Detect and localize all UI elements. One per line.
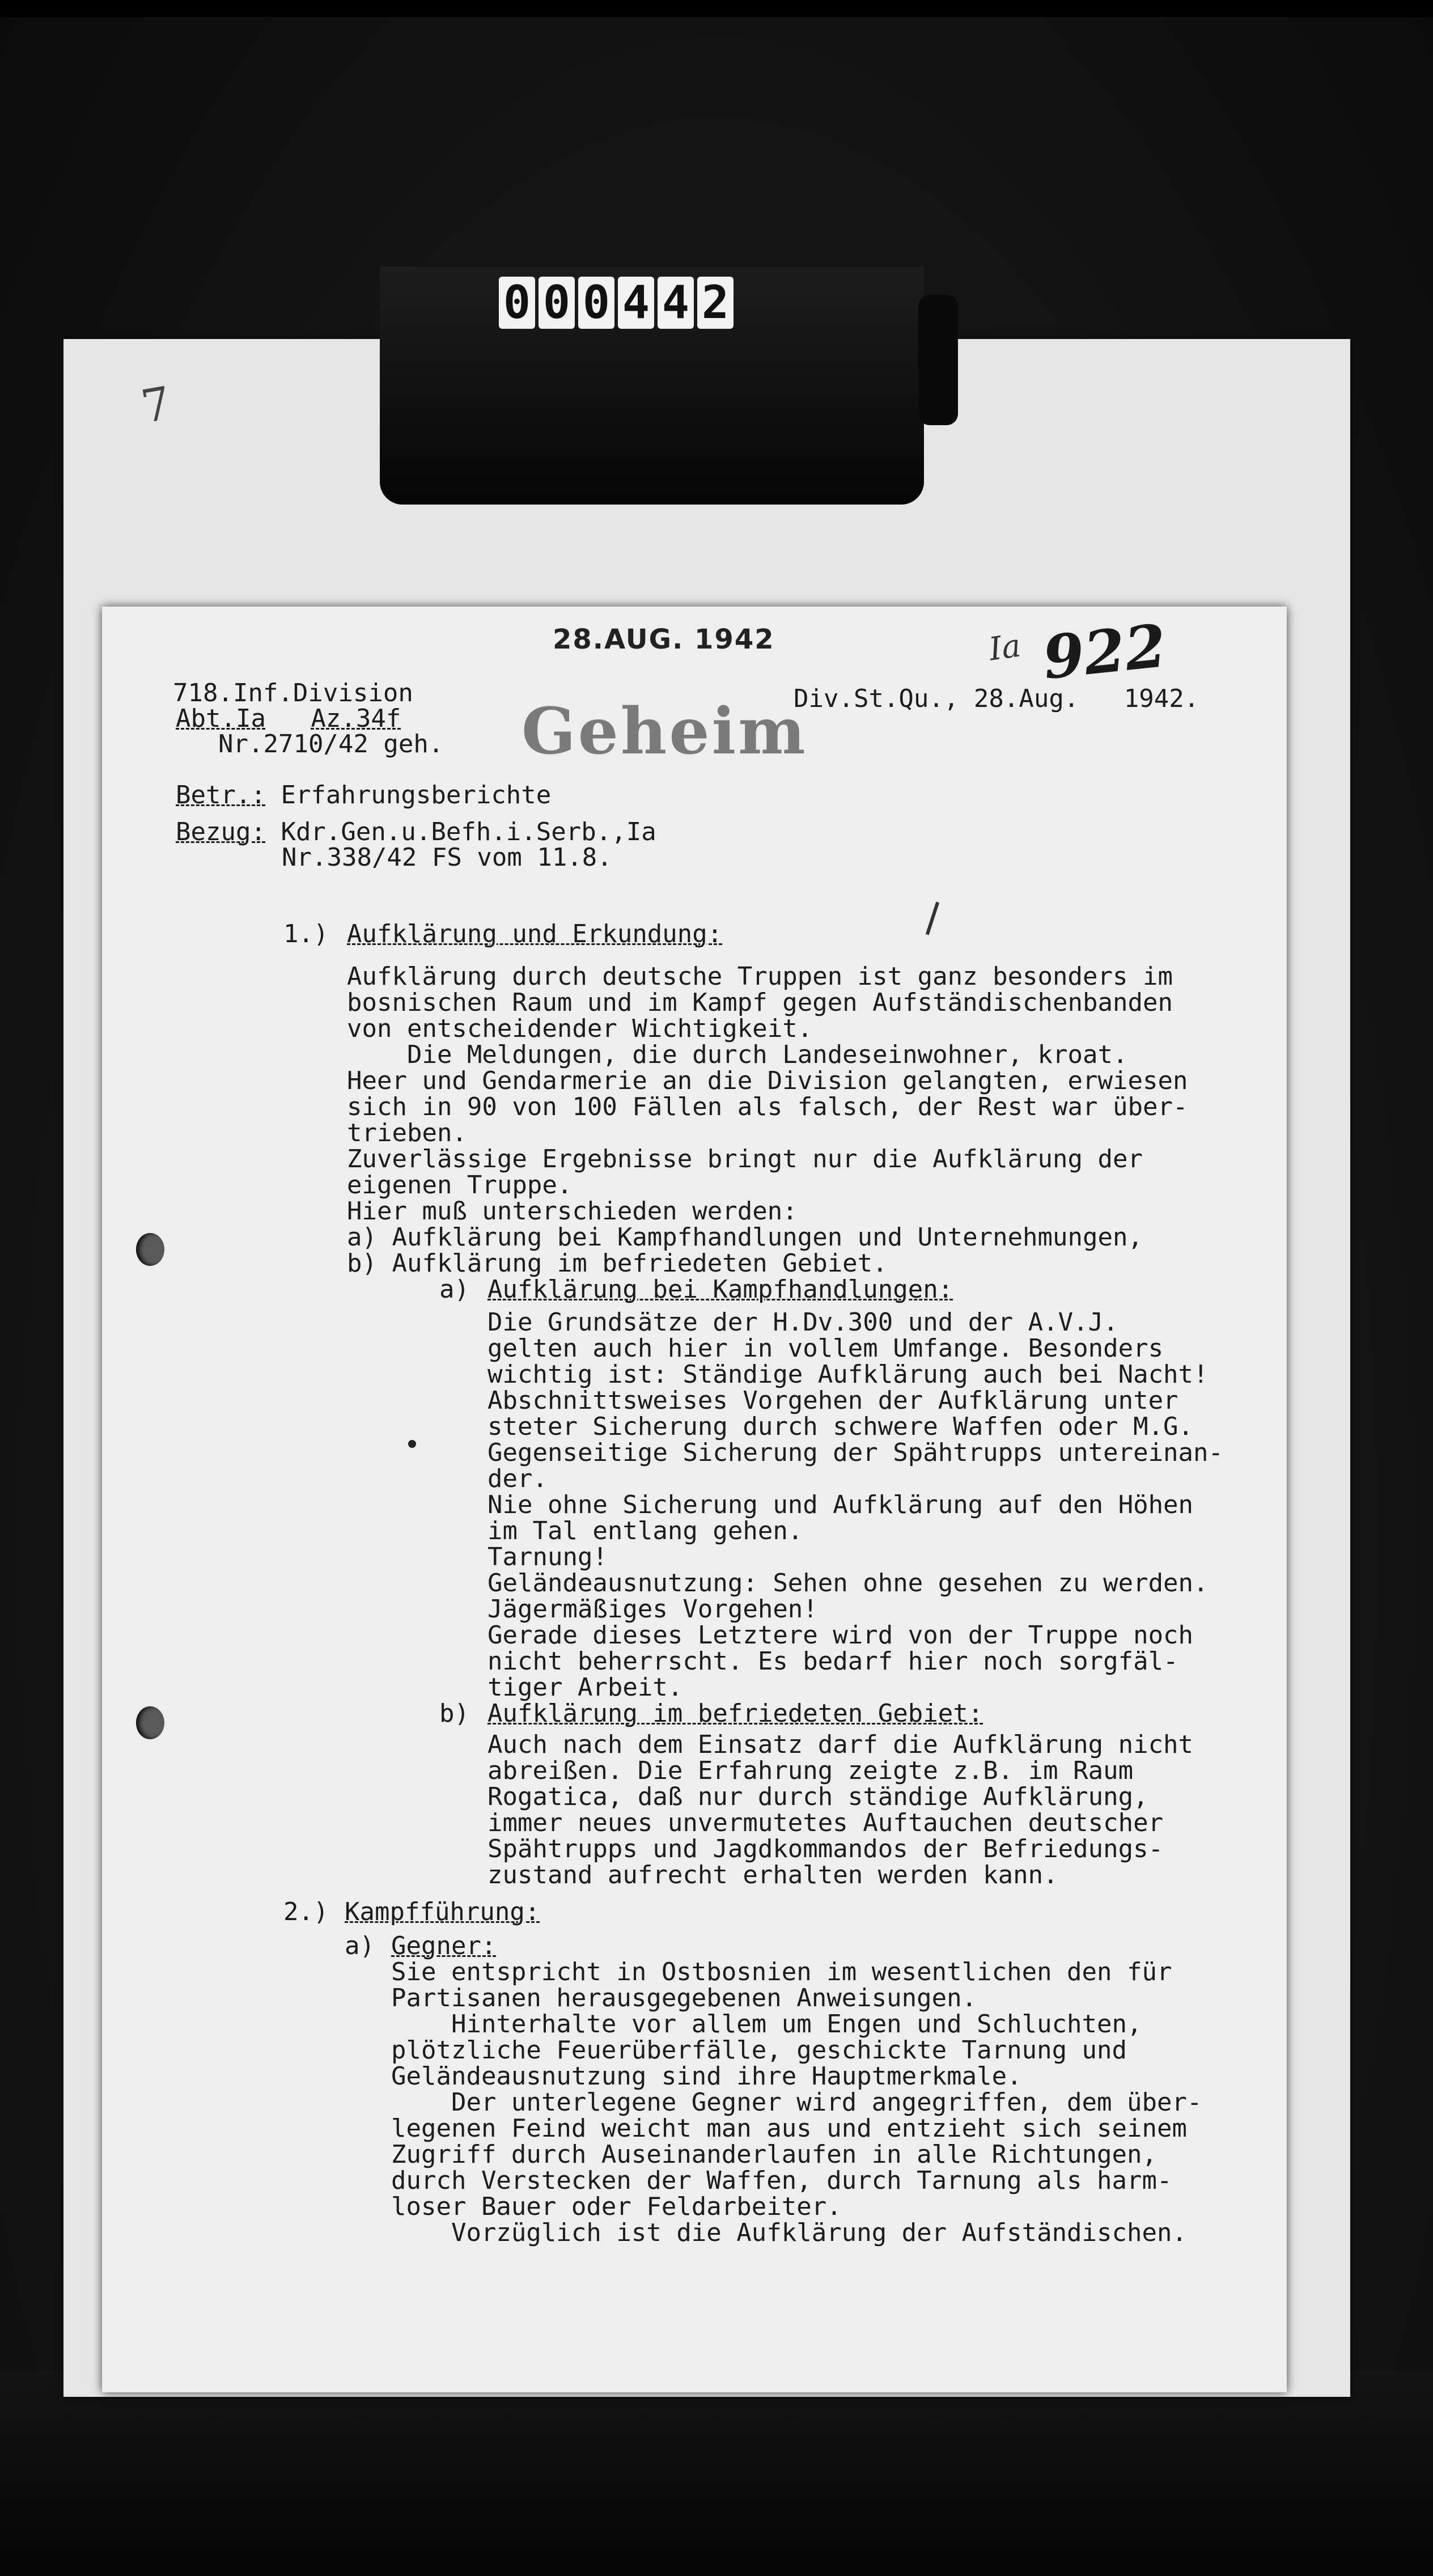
receipt-date-stamp: 28.AUG. 1942 [553, 624, 775, 655]
binder-clip-knob [918, 295, 958, 425]
text-line: b) Aufklärung im befriedeten Gebiet. [347, 1249, 888, 1278]
text-line: tiger Arbeit. [487, 1673, 683, 1702]
betr-text: Erfahrungsberichte [281, 781, 552, 810]
text-line: nicht beherrscht. Es bedarf hier noch sorgfäl- [487, 1647, 1178, 1676]
subsection-2a-title: Gegner: [391, 1931, 497, 1960]
text-line: der. [487, 1464, 548, 1493]
text-line: Vorzüglich ist die Aufklärung der Aufständischen. [391, 2218, 1187, 2247]
counter-digit: 0 [499, 277, 535, 329]
text-line: trieben. [347, 1118, 467, 1147]
back-sheet-mark: 7 [137, 376, 175, 434]
text-line: Auch nach dem Einsatz darf die Aufklärung nicht [487, 1730, 1194, 1759]
subsection-2a-label: a) [345, 1931, 375, 1960]
counter-digit: 0 [578, 277, 614, 329]
betr-line [176, 782, 551, 808]
section-1-title: Aufklärung und Erkundung: [347, 920, 723, 948]
frame-counter [499, 277, 734, 331]
text-line: eigenen Truppe. [347, 1171, 573, 1200]
text-line: steter Sicherung durch schwere Waffen oder M.G. [487, 1412, 1194, 1441]
counter-digit: 2 [697, 277, 734, 329]
text-line: Sie entspricht in Ostbosnien im wesentlichen den für [391, 1958, 1172, 1986]
text-line: Heer und Gendarmerie an die Division gelangten, erwiesen [347, 1066, 1188, 1095]
text-line: im Tal entlang gehen. [487, 1516, 803, 1545]
text-line: Zuverlässige Ergebnisse bringt nur die Aufklärung der [347, 1145, 1143, 1173]
abt-line [176, 706, 401, 732]
text-line: Der unterlegene Gegner wird angegriffen, dem über- [391, 2088, 1202, 2117]
text-line: Tarnung! [487, 1543, 608, 1571]
text-line: legenen Feind weicht man aus und entzieht sich seinem [391, 2114, 1187, 2143]
text-line: plötzliche Feuerüberfälle, geschickte Tarnung und [391, 2036, 1127, 2065]
handwritten-number: 922 [1040, 610, 1169, 693]
punch-hole [136, 1706, 164, 1739]
subsection-1b-label: b) [439, 1699, 469, 1728]
text-line: Spähtrupps und Jagdkommandos der Befriedungs- [487, 1834, 1164, 1863]
text-line: Zugriff durch Auseinanderlaufen in alle Richtungen, [391, 2140, 1158, 2169]
film-edge-top [0, 0, 1433, 17]
text-line: Geländeausnutzung: Sehen ohne gesehen zu werden. [487, 1569, 1209, 1598]
text-line: durch Verstecken der Waffen, durch Tarnung als harm- [391, 2166, 1172, 2195]
bezug-line-2: Nr.338/42 FS vom 11.8. [282, 843, 612, 872]
az-label: Az.34f [311, 704, 401, 733]
text-line: Geländeausnutzung sind ihre Hauptmerkmale. [391, 2062, 1022, 2091]
betr-label: Betr.: [176, 781, 266, 810]
text-line: Gerade dieses Letztere wird von der Truppe noch [487, 1621, 1194, 1650]
text-line: Aufklärung durch deutsche Truppen ist ganz besonders im [347, 962, 1173, 991]
text-line: abreißen. Die Erfahrung zeigte z.B. im Raum [487, 1756, 1134, 1785]
text-line: Die Grundsätze der H.Dv.300 und der A.V.J. [487, 1308, 1118, 1337]
reference-number: Nr.2710/42 geh. [218, 730, 444, 759]
text-line: wichtig ist: Ständige Aufklärung auch bei Nacht! [487, 1360, 1209, 1389]
text-line: Nie ohne Sicherung und Aufklärung auf den Höhen [487, 1490, 1194, 1519]
unit-name: 718.Inf.Division [173, 679, 413, 707]
section-1-number: 1.) [283, 920, 329, 948]
ink-dot [408, 1440, 416, 1448]
text-line: a) Aufklärung bei Kampfhandlungen und Unternehmungen, [347, 1223, 1143, 1252]
text-line: Jägermäßiges Vorgehen! [487, 1595, 818, 1624]
text-line: Abschnittsweises Vorgehen der Aufklärung unter [487, 1386, 1178, 1415]
counter-digit: 4 [618, 277, 654, 329]
text-line: Rogatica, daß nur durch ständige Aufklärung, [487, 1782, 1148, 1811]
subsection-1b-title: Aufklärung im befriedeten Gebiet: [487, 1699, 983, 1728]
text-line: loser Bauer oder Feldarbeiter. [391, 2192, 842, 2221]
text-line: von entscheidender Wichtigkeit. [347, 1014, 813, 1043]
subsection-1a-title: Aufklärung bei Kampfhandlungen: [487, 1275, 953, 1304]
film-edge-bottom [0, 2370, 1433, 2576]
text-line: immer neues unvermutetes Auftauchen deutscher [487, 1808, 1164, 1837]
classification-stamp: Geheim [522, 694, 808, 769]
text-line: Hier muß unterschieden werden: [347, 1197, 798, 1226]
text-line: bosnischen Raum und im Kampf gegen Aufständischenbanden [347, 988, 1173, 1017]
text-line: Hinterhalte vor allem um Engen und Schluchten, [391, 2010, 1142, 2039]
counter-digit: 4 [658, 277, 694, 329]
text-line: sich in 90 von 100 Fällen als falsch, der Rest war über- [347, 1092, 1188, 1121]
text-line: gelten auch hier in vollem Umfange. Besonders [487, 1334, 1164, 1363]
handwritten-number-prefix: Ia [986, 627, 1023, 668]
subsection-1a-label: a) [439, 1275, 469, 1304]
punch-hole [136, 1233, 164, 1266]
bezug-label: Bezug: [176, 817, 266, 846]
text-line: Partisanen herausgegebenen Anweisungen. [391, 1984, 977, 2012]
place-date: Div.St.Qu., 28.Aug. 1942. [794, 684, 1199, 713]
text-line: zustand aufrecht erhalten werden kann. [487, 1861, 1058, 1889]
abt-label: Abt.Ia [176, 704, 266, 733]
section-2-title: Kampfführung: [345, 1897, 540, 1926]
text-line: Die Meldungen, die durch Landeseinwohner, kroat. [347, 1040, 1128, 1069]
bezug-text: Kdr.Gen.u.Befh.i.Serb.,Ia [281, 817, 656, 846]
counter-digit: 0 [539, 277, 575, 329]
bezug-line [176, 819, 656, 845]
text-line: Gegenseitige Sicherung der Spähtrupps untereinan- [487, 1438, 1224, 1467]
section-2-number: 2.) [283, 1897, 329, 1926]
